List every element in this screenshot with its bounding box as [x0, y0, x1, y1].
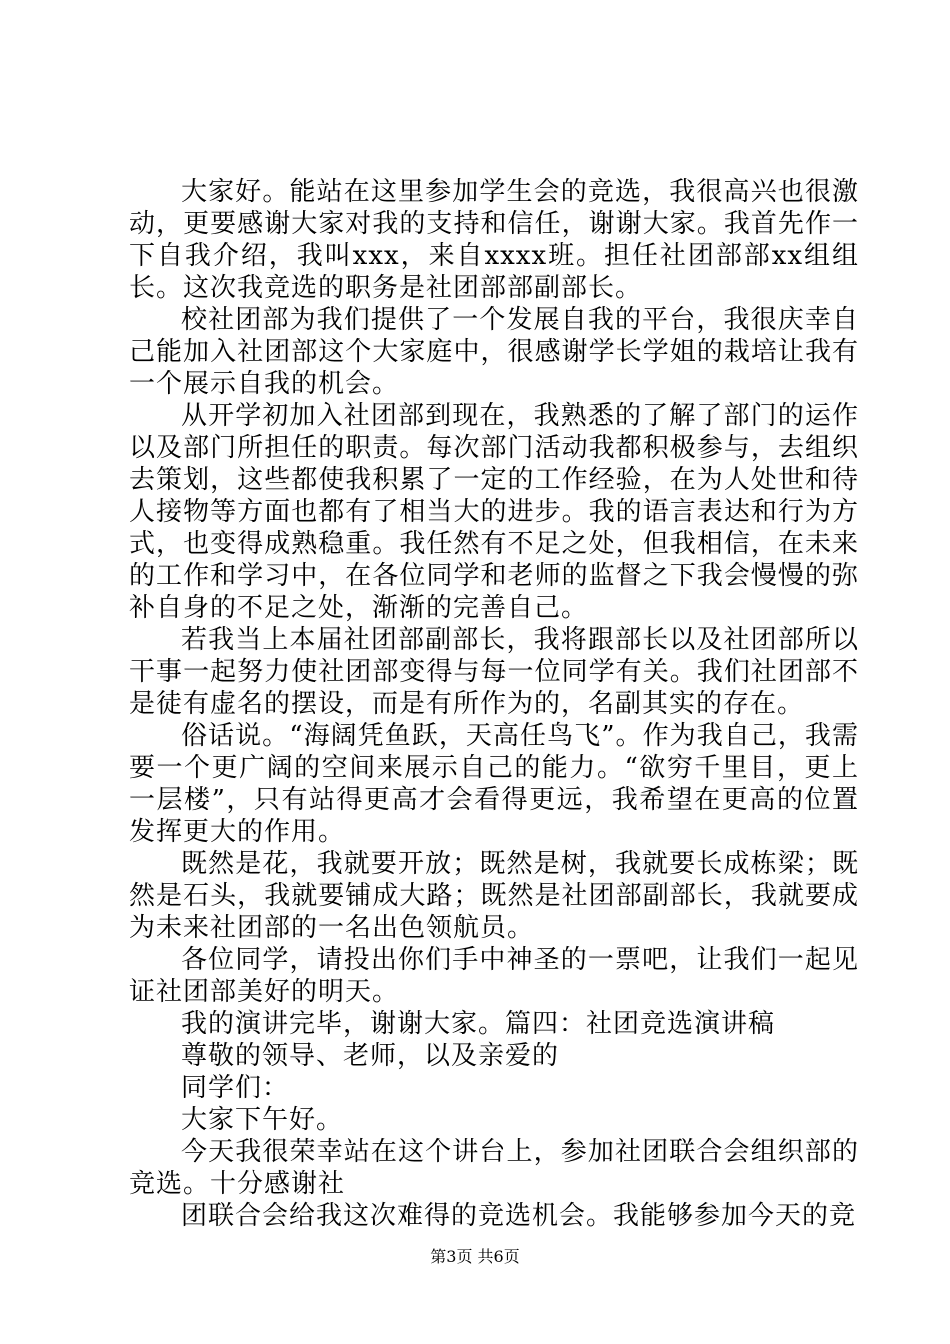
paragraph: 同学们：	[181, 1073, 290, 1103]
paragraph: 团联合会给我这次难得的竞选机会。我能够参加今天的竞	[181, 1201, 857, 1231]
paragraph: 尊敬的领导、老师，以及亲爱的	[181, 1041, 560, 1071]
paragraph: 若我当上本届社团部副部长，我将跟部长以及社团部所以干事一起努力使社团部变得与每一位同学有关。我们社团部不是徒有虚名的摆设，而是有所作为的，名副其实的存在。	[129, 625, 859, 719]
paragraph: 既然是花，我就要开放；既然是树，我就要长成栋梁；既然是石头，我就要铺成大路；既然是社团部副部长，我就要成为未来社团部的一名出色领航员。	[129, 849, 859, 943]
document-body	[129, 176, 859, 1232]
page-number-footer: 第3页 共6页	[430, 1247, 520, 1266]
paragraph: 从开学初加入社团部到现在，我熟悉的了解了部门的运作以及部门所担任的职责。每次部门活动我都积极参与，去组织去策划，这些都使我积累了一定的工作经验，在为人处世和待人接物等方面也都有了相当大的进步。我的语言表达和行为方式，也变得成熟稳重。我任然有不足之处，但我相信，在未来的工作和学习中，在各位同学和老师的监督之下我会慢慢的弥补自身的不足之处，渐渐的完善自己。	[129, 401, 859, 623]
paragraph: 俗话说。“海阔凭鱼跃，天高任鸟飞”。作为我自己，我需要一个更广阔的空间来展示自己的能力。“欲穷千里目，更上一层楼”，只有站得更高才会看得更远，我希望在更高的位置发挥更大的作用。	[129, 721, 859, 847]
paragraph: 今天我很荣幸站在这个讲台上，参加社团联合会组织部的竞选。十分感谢社	[129, 1137, 859, 1199]
paragraph: 我的演讲完毕，谢谢大家。篇四：社团竞选演讲稿	[181, 1009, 776, 1039]
paragraph: 校社团部为我们提供了一个发展自我的平台，我很庆幸自己能加入社团部这个大家庭中，很感谢学长学姐的栽培让我有一个展示自我的机会。	[129, 305, 859, 399]
paragraph: 大家好。能站在这里参加学生会的竞选，我很高兴也很激动，更要感谢大家对我的支持和信任，谢谢大家。我首先作一下自我介绍，我叫xxx，来自xxxx班。担任社团部部xx组组长。这次我竞选的职务是社团部部副部长。	[129, 177, 859, 303]
paragraph: 各位同学，请投出你们手中神圣的一票吧，让我们一起见证社团部美好的明天。	[129, 945, 859, 1007]
paragraph: 大家下午好。	[181, 1105, 344, 1135]
